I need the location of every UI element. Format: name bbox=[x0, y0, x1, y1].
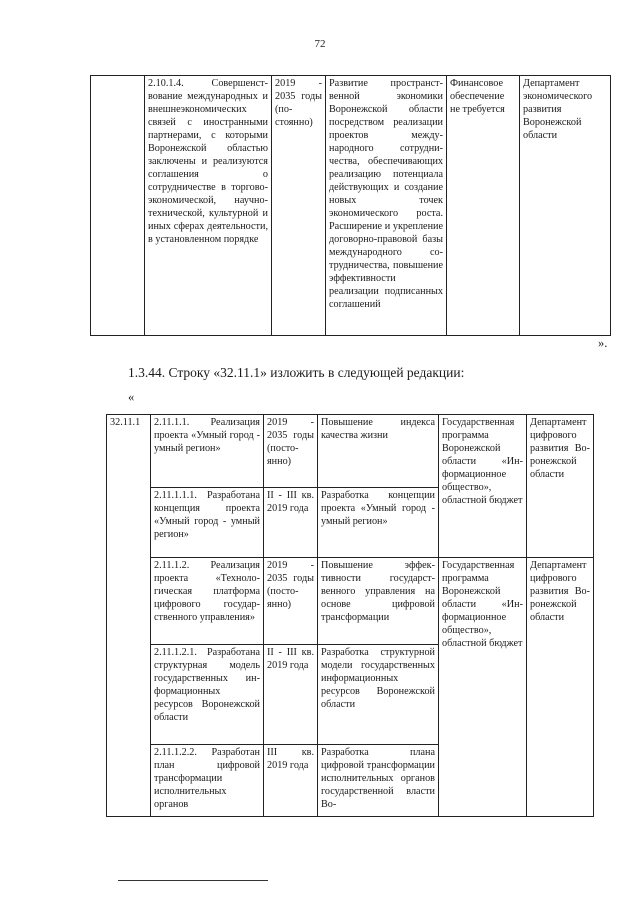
period-cell: III кв. 2019 года bbox=[264, 745, 318, 817]
result-cell: Повышение индекса качества жизни bbox=[318, 415, 439, 488]
closing-quote: ». bbox=[598, 336, 608, 350]
period-cell: 2019 - 2035 годы (постоянно) bbox=[264, 415, 318, 488]
result-cell: Разработка плана цифровой трансформации исполнительных органов государственной власти Во- bbox=[318, 745, 439, 817]
table-row bbox=[91, 76, 611, 336]
measure-name-cell: 2.11.1.2.2. Разработан план цифровой трансформации исполнительных органов bbox=[151, 745, 264, 817]
executor-cell: Департамент цифрового развития Воронежской области bbox=[527, 558, 594, 817]
footer-divider bbox=[118, 880, 268, 881]
measure-name-cell: 2.10.1.4. Совершенствование международных и внешнеэкономических связей с иностранными партнерами, с которыми Воронежской областью заключены и реализуются соглашения о сотрудничестве в торгово-экономической, научно-технической, культурной и иных сферах деятельности, в установленном порядке bbox=[145, 76, 272, 336]
page-number: 72 bbox=[314, 38, 326, 50]
row-id-cell: 32.11.1 bbox=[107, 415, 151, 817]
period-cell: 2019 - 2035 годы (постоянно) bbox=[264, 558, 318, 645]
funding-cell: Государственная программа Воронежской области «Информационное общество», областной бюджет bbox=[439, 415, 527, 558]
table-row bbox=[107, 415, 594, 488]
result-cell: Развитие пространственной экономики Воронежской области посредством реализации проектов международного сотрудничества, обеспечивающих реализацию потенциала действующих и создание новых точек экономического роста. Расширение и укрепление договорно-правовой базы международного сотрудничества, повышение эффективности реализации подписанных соглашений bbox=[326, 76, 447, 336]
period-cell: 2019 - 2035 годы (постоянно) bbox=[272, 76, 326, 336]
executor-cell: Департамент цифрового развития Воронежской области bbox=[527, 415, 594, 558]
measure-name-cell: 2.11.1.1. Реализация проекта «Умный город - умный регион» bbox=[151, 415, 264, 488]
opening-quote: « bbox=[128, 390, 135, 404]
period-cell: II - III кв. 2019 года bbox=[264, 488, 318, 558]
table-row bbox=[107, 558, 594, 645]
executor-cell: Департамент экономического развития Воронежской области bbox=[520, 76, 611, 336]
measure-name-cell: 2.11.1.2.1. Разработана структурная модель государственных информационных ресурсов Воронежской области bbox=[151, 645, 264, 745]
period-cell: II - III кв. 2019 года bbox=[264, 645, 318, 745]
amended-row-table bbox=[106, 414, 594, 817]
funding-cell: Государственная программа Воронежской области «Информационное общество», областной бюджет bbox=[439, 558, 527, 817]
funding-cell: Финансовое обеспечение не требуется bbox=[447, 76, 520, 336]
result-cell: Разработка концепции проекта «Умный город - умный регион» bbox=[318, 488, 439, 558]
result-cell: Повышение эффективности государственного управления на основе цифровой трансформации bbox=[318, 558, 439, 645]
measure-name-cell: 2.11.1.2. Реализация проекта «Технологическая платформа цифрового государственного управления» bbox=[151, 558, 264, 645]
measure-name-cell: 2.11.1.1.1. Разработана концепция проекта «Умный город - умный регион» bbox=[151, 488, 264, 558]
result-cell: Разработка структурной модели государственных информационных ресурсов Воронежской области bbox=[318, 645, 439, 745]
amendment-instruction: 1.3.44. Строку «32.11.1» изложить в следующей редакции: bbox=[128, 365, 465, 380]
row-id-cell bbox=[91, 76, 145, 336]
previous-row-table bbox=[90, 75, 611, 336]
